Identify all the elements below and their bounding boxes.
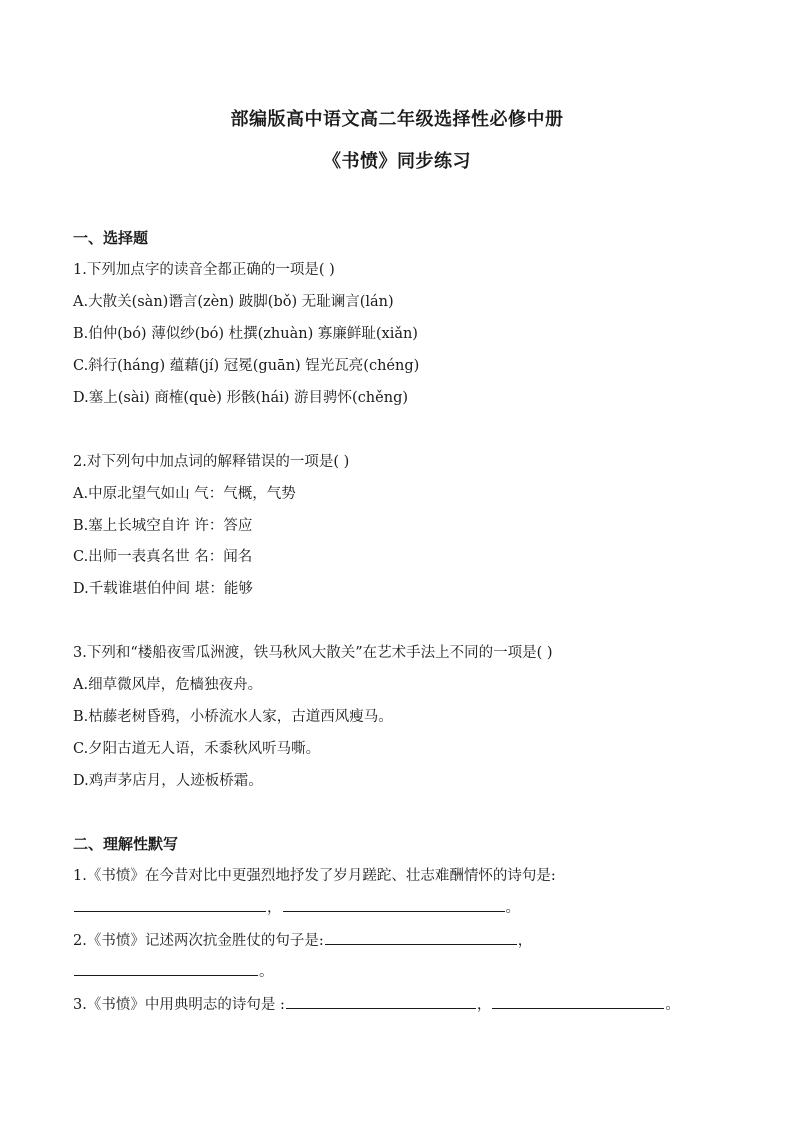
question-2-option-d: D.千载谁堪伯仲间 堪：能够: [73, 581, 253, 597]
question-3-option-d: D.鸡声茅店月，人迹板桥霜。: [73, 773, 263, 789]
question-3-option-a: A.细草微风岸，危樯独夜舟。: [73, 677, 263, 693]
answer-blank[interactable]: [283, 897, 505, 912]
question-3-stem: 3.下列和“楼船夜雪瓜洲渡，铁马秋风大散关”在艺术手法上不同的一项是( ): [73, 645, 553, 661]
dictation-1-stem: 1.《书愤》在今昔对比中更强烈地抒发了岁月蹉跎、壮志难酬情怀的诗句是:: [73, 868, 556, 884]
question-1-option-d: D.塞上(sài) 商榷(què) 形骸(hái) 游目骋怀(chěng): [73, 390, 409, 406]
answer-blank[interactable]: [74, 961, 258, 976]
dictation-2-line: 2.《书愤》记述两次抗金胜仗的句子是: ，: [73, 930, 532, 951]
question-3-option-b: B.枯藤老树昏鸦，小桥流水人家，古道西风瘦马。: [73, 709, 393, 725]
answer-blank[interactable]: [492, 994, 664, 1009]
answer-blank[interactable]: [74, 897, 266, 912]
question-2-option-a: A.中原北望气如山 气：气概，气势: [73, 486, 296, 502]
question-3-option-c: C.夕阳古道无人语，禾黍秋风听马嘶。: [73, 741, 321, 757]
question-1-option-a: A.大散关(sàn)谮言(zèn) 跛脚(bǒ) 无耻谰言(lán): [73, 294, 394, 310]
dictation-2-stem: 2.《书愤》记述两次抗金胜仗的句子是:: [73, 933, 324, 949]
question-2-option-c: C.出师一表真名世 名：闻名: [73, 549, 253, 565]
section-heading-choice: 一、选择题: [73, 229, 149, 247]
question-1-option-b: B.伯仲(bó) 薄似纱(bó) 杜撰(zhuàn) 寡廉鲜耻(xiǎn): [73, 326, 418, 342]
question-1-option-c: C.斜行(háng) 蕴藉(jí) 冠冕(guān) 锃光瓦亮(chéng): [73, 358, 420, 374]
section-heading-dictation: 二、理解性默写: [73, 835, 179, 853]
question-1-stem: 1.下列加点字的读音全都正确的一项是( ): [73, 262, 335, 278]
answer-blank[interactable]: [325, 930, 517, 945]
document-title: 部编版高中语文高二年级选择性必修中册: [230, 109, 564, 130]
dictation-3-line: 3.《书愤》中用典明志的诗句是 : ， 。: [73, 994, 680, 1015]
question-2-option-b: B.塞上长城空自许 许：答应: [73, 518, 253, 534]
question-2-stem: 2.对下列句中加点词的解释错误的一项是( ): [73, 454, 350, 470]
dictation-3-stem: 3.《书愤》中用典明志的诗句是 :: [73, 997, 285, 1013]
dictation-2-answer-line: 。: [73, 961, 274, 982]
document-subtitle: 《书愤》同步练习: [323, 151, 471, 172]
answer-blank[interactable]: [286, 994, 476, 1009]
dictation-1-answer-line: ， 。: [73, 897, 520, 918]
